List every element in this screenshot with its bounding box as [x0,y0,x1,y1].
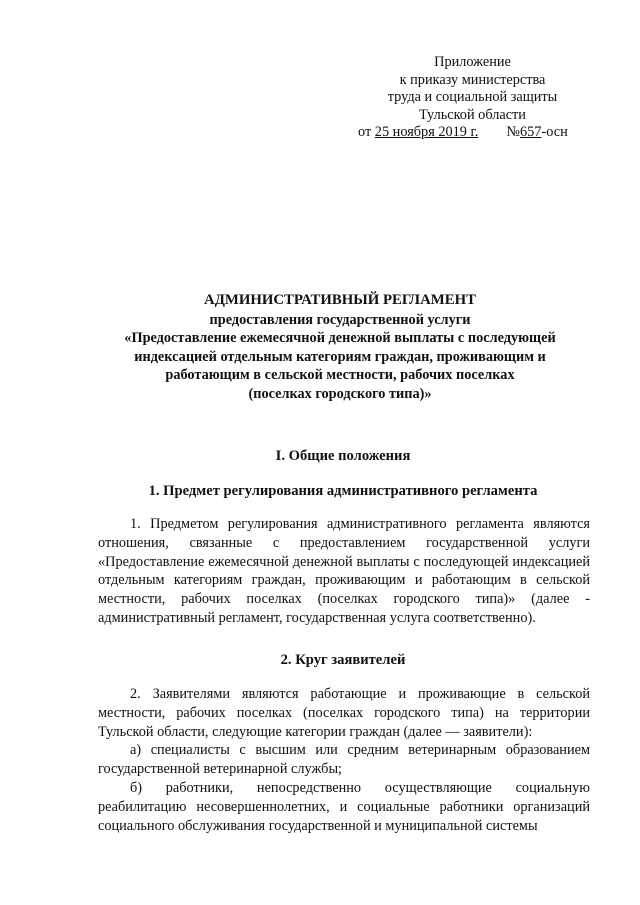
paragraph-applicants-text: 2. Заявителями являются работающие и проживающие в сельской местности, рабочих поселках (поселках городского типа) на территории Тульской области, следующие категории граждан (далее — заявители): [98,686,590,740]
title-line-3: «Предоставление ежемесячной денежной выплаты с последующей [124,330,556,347]
annex-order-ref: к приказу министерства [399,71,546,88]
title-line-2: предоставления государственной услуги [209,311,471,328]
title-line-6: (поселках городского типа)» [248,385,432,402]
subsection-heading-applicants: 2. Круг заявителей [280,652,406,668]
title-line-4: индексацией отдельным категориям граждан, проживающим и [134,348,546,365]
list-item-a: а) специалисты с высшим или средним ветеринарным образованием государственной ветеринарной службы; [98,742,590,778]
annex-date-line [350,124,595,142]
paragraph-applicants [98,685,590,835]
order-number: 657 [520,124,542,141]
annex-region: Тульской области [419,106,526,123]
number-suffix: -осн [541,124,568,141]
number-prefix: № [506,124,520,141]
paragraph-subject [98,515,590,628]
list-item-b: б) работники, непосредственно осуществляющие социальную реабилитацию несовершеннолетних, и социальные работники организаций социального обслуживания государственной и муниципальной системы [98,779,590,834]
annex-title: Приложение [434,54,511,70]
annex-header [350,54,595,142]
title-line-5: работающим в сельской местности, рабочих поселках [165,367,515,384]
annex-ministry: труда и социальной защиты [387,89,558,106]
title-main: АДМИНИСТРАТИВНЫЙ РЕГЛАМЕНТ [204,292,476,308]
date-prefix: от [358,124,372,141]
order-date: 25 ноября 2019 г. [374,124,479,141]
document-title [95,291,585,404]
section-heading-general: I. Общие положения [275,448,411,464]
paragraph-subject-text: 1. Предметом регулирования административного регламента являются отношения, связанные с предоставлением государственной услуги «Предоставление ежемесячной денежной выплаты с последующей индексацией отдельным категориям граждан, проживающим и работающим в сельской местности, рабочих поселках (поселках городского типа)» (далее - административный регламент, государственная услуга соответственно). [98,516,590,626]
subsection-heading-subject: 1. Предмет регулирования административного регламента [148,483,538,499]
